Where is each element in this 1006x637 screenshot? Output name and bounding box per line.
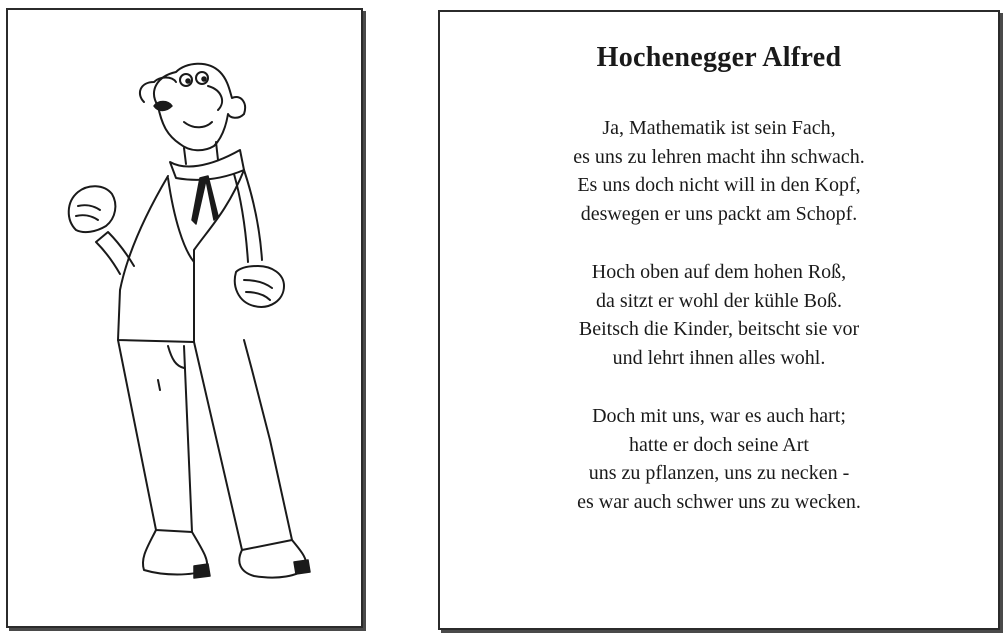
poem-line: Ja, Mathematik ist sein Fach,: [602, 117, 836, 139]
poem-line: Es uns doch nicht will in den Kopf,: [577, 174, 861, 196]
teacher-caricature-drawing: [8, 10, 361, 626]
poem-line: Hoch oben auf dem hohen Roß,: [591, 261, 847, 283]
poem-line: es war auch schwer uns zu wecken.: [577, 490, 861, 513]
poem-line: da sitzt er wohl der kühle Boß.: [595, 289, 843, 312]
poem-card: [438, 10, 1000, 630]
poem-title: Hochenegger Alfred: [596, 42, 842, 73]
poem-line: hatte er doch seine Art: [629, 433, 809, 456]
poem-stanza-1: [440, 114, 998, 228]
poem-line: Beitsch die Kinder, beitscht sie vor: [578, 318, 860, 340]
poem-line: es uns zu lehren macht ihn schwach.: [573, 145, 865, 168]
poem-line: uns zu pflanzen, uns zu necken -: [588, 462, 850, 484]
poem-line: deswegen er uns packt am Schopf.: [580, 202, 858, 225]
caricature-card: [6, 8, 363, 628]
poem-line: und lehrt ihnen alles wohl.: [612, 346, 826, 369]
poem-stanza-2: [440, 258, 998, 372]
poem-stanza-3: [440, 402, 998, 516]
poem-line: Doch mit uns, war es auch hart;: [592, 405, 846, 427]
